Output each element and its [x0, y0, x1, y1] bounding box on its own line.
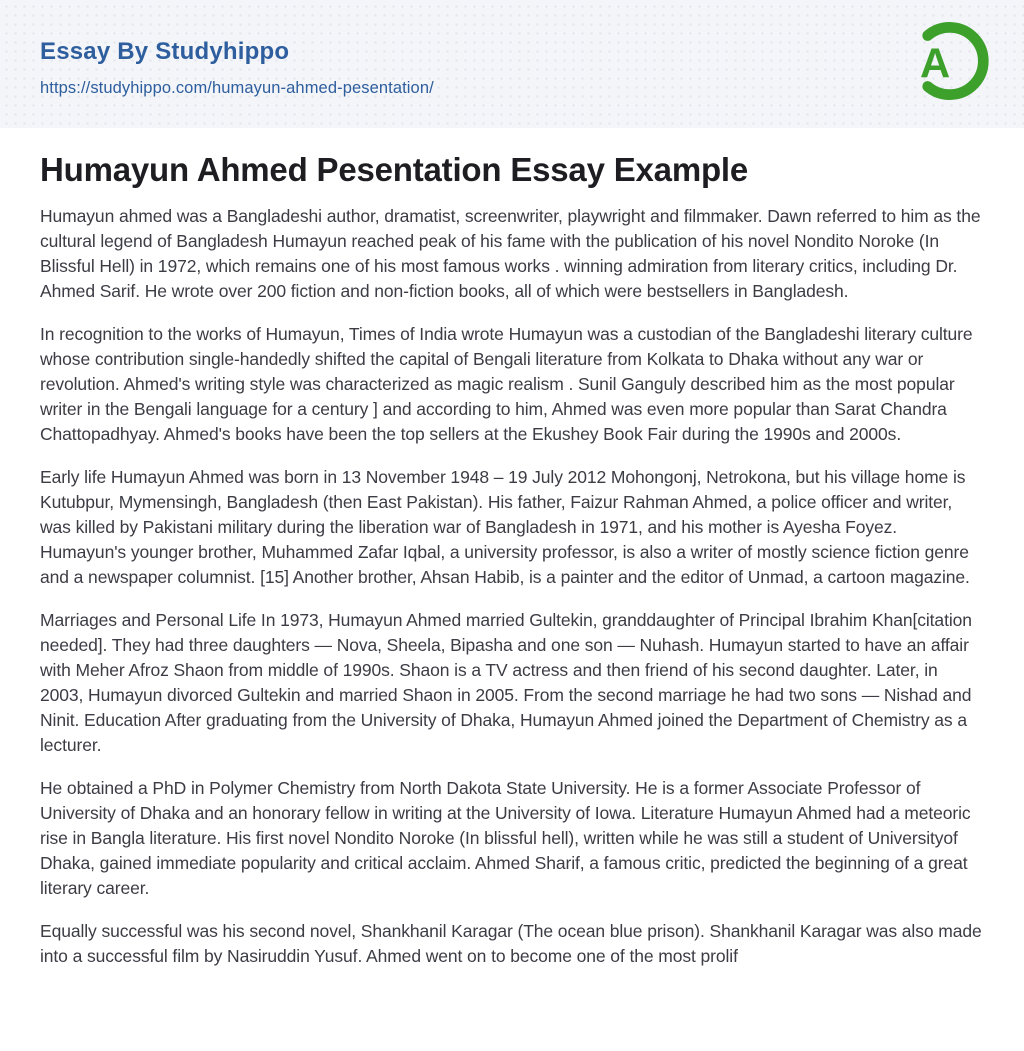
essay-paragraph-5: He obtained a PhD in Polymer Chemistry from North Dakota State University. He is a former Associate Professor of University of Dhaka and an honorary fellow in writing at the University of Iowa. Literature Humayun Ahmed had a meteoric rise in Bangla literature. His first novel Nondito Noroke (In blissful hell), written while he was still a student of Universityof Dhaka, gained immediate popularity and critical acclaim. Ahmed Sharif, a famous critic, predicted the beginning of a great literary career. [40, 778, 971, 898]
header-text-block [40, 38, 984, 98]
essay-paragraph-4: Marriages and Personal Life In 1973, Humayun Ahmed married Gultekin, granddaughter of Principal Ibrahim Khan[citation needed]. They had three daughters — Nova, Sheela, Bipasha and one son — Nuhash. Humayun started to have an affair with Meher Afroz Shaon from middle of 1990s. Shaon is a TV actress and then friend of his second daughter. Later, in 2003, Humayun divorced Gultekin and married Shaon in 2005. From the second marriage he had two sons — Nishad and Ninit. Education After graduating from the University of Dhaka, Humayun Ahmed joined the Department of Chemistry as a lecturer. [40, 610, 972, 755]
essay-paragraph-1: Humayun ahmed was a Bangladeshi author, dramatist, screenwriter, playwright and filmmaker. Dawn referred to him as the cultural legend of Bangladesh Humayun reached peak of his fame with the publication of his novel Nondito Noroke (In Blissful Hell) in 1972, which remains one of his most famous works . winning admiration from literary critics, including Dr. Ahmed Sarif. He wrote over 200 fiction and non-fiction books, all of which were bestsellers in Bangladesh. [40, 206, 981, 301]
header-band [0, 0, 1024, 128]
logo-letter: A [919, 39, 951, 87]
essay-paragraph-6: Equally successful was his second novel, Shankhanil Karagar (The ocean blue prison). Shankhanil Karagar was also made into a successful film by Nasiruddin Yusuf. Ahmed went on to become one of the most prolif [40, 921, 982, 966]
essay-paragraph-2: In recognition to the works of Humayun, Times of India wrote Humayun was a custodian of the Bangladeshi literary culture whose contribution single-handedly shifted the capital of Bengali literature from Kolkata to Dhaka without any war or revolution. Ahmed's writing style was characterized as magic realism . Sunil Ganguly described him as the most popular writer in the Bengali language for a century ] and according to him, Ahmed was even more popular than Sarat Chandra Chattopadhyay. Ahmed's books have been the top sellers at the Ekushey Book Fair during the 1990s and 2000s. [40, 324, 973, 444]
essay-content [0, 128, 1024, 969]
logo-a-icon [908, 19, 990, 103]
page-url-link[interactable]: https://studyhippo.com/humayun-ahmed-pesentation/ [40, 79, 434, 97]
essay-paragraph-3: Early life Humayun Ahmed was born in 13 November 1948 – 19 July 2012 Mohongonj, Netrokona, but his village home is Kutubpur, Mymensingh, Bangladesh (then East Pakistan). His father, Faizur Rahman Ahmed, a police officer and writer, was killed by Pakistani military during the liberation war of Bangladesh in 1971, and his mother is Ayesha Foyez. Humayun's younger brother, Muhammed Zafar Iqbal, a university professor, is also a writer of mostly science fiction genre and a newspaper columnist. [15] Another brother, Ahsan Habib, is a painter and the editor of Unmad, a cartoon magazine. [40, 467, 970, 587]
page-title: Humayun Ahmed Pesentation Essay Example [40, 151, 749, 188]
studyhippo-logo [908, 19, 990, 103]
site-label: Essay By Studyhippo [40, 38, 290, 65]
